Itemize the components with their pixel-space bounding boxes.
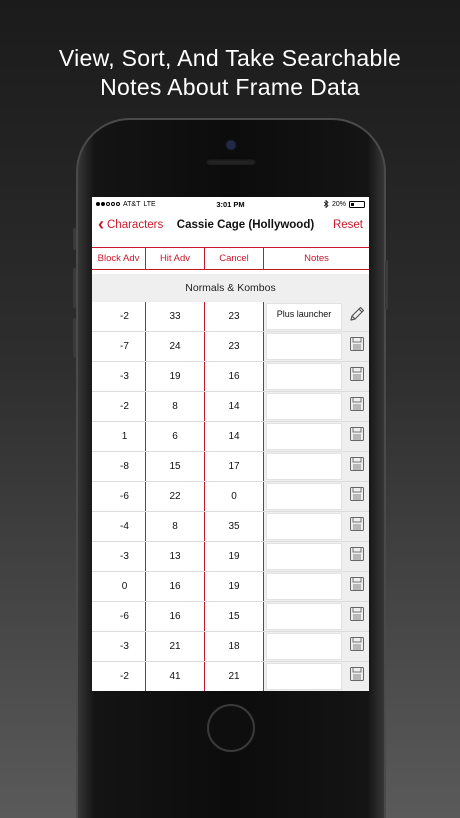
cancel-cell: 17 xyxy=(205,452,264,481)
cancel-cell: 16 xyxy=(205,362,264,391)
note-field[interactable] xyxy=(266,603,342,630)
block-adv-cell: -4 xyxy=(92,512,146,541)
hit-adv-cell: 16 xyxy=(146,602,205,631)
cancel-cell: 23 xyxy=(205,332,264,361)
hit-adv-cell: 19 xyxy=(146,362,205,391)
note-action-button[interactable] xyxy=(344,542,369,571)
cancel-cell: 15 xyxy=(205,602,264,631)
note-action-button[interactable] xyxy=(344,452,369,481)
note-action-button[interactable] xyxy=(344,662,369,691)
status-right xyxy=(275,200,365,208)
note-action-button[interactable] xyxy=(344,512,369,541)
block-adv-cell: 1 xyxy=(92,422,146,451)
hit-adv-cell: 21 xyxy=(146,632,205,661)
camera-icon xyxy=(227,141,235,149)
block-adv-cell: -3 xyxy=(92,632,146,661)
table-row xyxy=(92,482,369,512)
promo-headline xyxy=(0,44,460,102)
table-row xyxy=(92,332,369,362)
speaker-grille xyxy=(206,158,256,165)
tab-cancel[interactable]: Cancel xyxy=(205,248,264,269)
mute-switch xyxy=(73,228,76,250)
tab-notes[interactable]: Notes xyxy=(304,253,329,264)
hit-adv-cell: 41 xyxy=(146,662,205,691)
cancel-cell: 23 xyxy=(205,302,264,331)
network-label: LTE xyxy=(143,200,156,208)
hit-adv-cell: 8 xyxy=(146,512,205,541)
hit-adv-cell: 22 xyxy=(146,482,205,511)
block-adv-cell: -2 xyxy=(92,302,146,331)
cancel-cell: 14 xyxy=(205,392,264,421)
note-action-button[interactable] xyxy=(344,602,369,631)
cancel-cell: 19 xyxy=(205,542,264,571)
tab-block-adv[interactable]: Block Adv xyxy=(92,248,146,269)
section-header: Normals & Kombos xyxy=(92,274,369,302)
sort-tabs xyxy=(92,247,369,270)
block-adv-cell: -8 xyxy=(92,452,146,481)
power-button xyxy=(385,260,388,310)
cancel-cell: 35 xyxy=(205,512,264,541)
cancel-cell: 14 xyxy=(205,422,264,451)
status-time: 3:01 PM xyxy=(216,199,245,209)
save-icon xyxy=(349,516,365,537)
tab-hit-adv[interactable]: Hit Adv xyxy=(146,248,205,269)
cancel-cell: 19 xyxy=(205,572,264,601)
block-adv-cell: -6 xyxy=(92,482,146,511)
save-icon xyxy=(349,426,365,447)
signal-icon xyxy=(96,202,120,206)
home-button[interactable] xyxy=(207,704,255,752)
note-field[interactable] xyxy=(266,363,342,390)
save-icon xyxy=(349,576,365,597)
table-row xyxy=(92,662,369,691)
save-icon xyxy=(349,486,365,507)
save-icon xyxy=(349,336,365,357)
note-action-button[interactable] xyxy=(344,632,369,661)
volume-up-button xyxy=(73,268,76,308)
block-adv-cell: -2 xyxy=(92,662,146,691)
note-field[interactable]: Plus launcher xyxy=(266,303,342,330)
table-row xyxy=(92,542,369,572)
hit-adv-cell: 13 xyxy=(146,542,205,571)
hit-adv-cell: 16 xyxy=(146,572,205,601)
back-button[interactable] xyxy=(98,214,164,234)
cancel-cell: 18 xyxy=(205,632,264,661)
block-adv-cell: -3 xyxy=(92,362,146,391)
note-field[interactable] xyxy=(266,483,342,510)
battery-icon xyxy=(349,201,365,208)
table-row xyxy=(92,302,369,332)
chevron-left-icon: ‹ xyxy=(98,214,104,234)
status-bar xyxy=(92,197,369,211)
save-icon xyxy=(349,666,365,687)
note-action-button[interactable] xyxy=(344,332,369,361)
table-row xyxy=(92,602,369,632)
navigation-bar xyxy=(92,211,369,239)
hit-adv-cell: 8 xyxy=(146,392,205,421)
save-icon xyxy=(349,366,365,387)
bluetooth-icon xyxy=(323,200,329,208)
note-action-button[interactable] xyxy=(344,572,369,601)
note-field[interactable] xyxy=(266,573,342,600)
battery-fill xyxy=(351,203,354,206)
note-field[interactable] xyxy=(266,543,342,570)
hit-adv-cell: 6 xyxy=(146,422,205,451)
note-field[interactable] xyxy=(266,393,342,420)
hit-adv-cell: 15 xyxy=(146,452,205,481)
note-field[interactable] xyxy=(266,453,342,480)
reset-button[interactable]: Reset xyxy=(332,219,363,231)
save-icon xyxy=(349,396,365,417)
page-title: Cassie Cage (Hollywood) xyxy=(176,219,315,231)
note-field[interactable] xyxy=(266,633,342,660)
block-adv-cell: 0 xyxy=(92,572,146,601)
save-icon xyxy=(349,456,365,477)
battery-percent: 20% xyxy=(331,200,346,208)
table-row xyxy=(92,572,369,602)
note-action-button[interactable] xyxy=(344,392,369,421)
cancel-cell: 0 xyxy=(205,482,264,511)
table-row xyxy=(92,362,369,392)
table-row xyxy=(92,422,369,452)
save-icon xyxy=(349,546,365,567)
cancel-cell: 21 xyxy=(205,662,264,691)
save-icon xyxy=(349,636,365,657)
table-row xyxy=(92,632,369,662)
table-row xyxy=(92,392,369,422)
note-field[interactable] xyxy=(266,333,342,360)
note-action-button[interactable] xyxy=(344,482,369,511)
note-field[interactable] xyxy=(266,663,342,690)
promo-line-1: View, Sort, And Take Searchable xyxy=(58,45,402,71)
block-adv-cell: -2 xyxy=(92,392,146,421)
table-row xyxy=(92,512,369,542)
hit-adv-cell: 33 xyxy=(146,302,205,331)
volume-down-button xyxy=(73,318,76,358)
carrier-label: AT&T xyxy=(123,200,141,208)
back-label: Characters xyxy=(107,219,164,231)
save-icon xyxy=(349,606,365,627)
note-field[interactable] xyxy=(266,513,342,540)
note-action-button[interactable] xyxy=(344,362,369,391)
hit-adv-cell: 24 xyxy=(146,332,205,361)
app-screen xyxy=(92,197,369,691)
status-left xyxy=(96,201,186,208)
note-action-button[interactable] xyxy=(344,302,369,331)
promo-line-2: Notes About Frame Data xyxy=(100,74,360,100)
table-row xyxy=(92,452,369,482)
block-adv-cell: -3 xyxy=(92,542,146,571)
pencil-icon xyxy=(348,305,366,328)
block-adv-cell: -6 xyxy=(92,602,146,631)
note-action-button[interactable] xyxy=(344,422,369,451)
note-field[interactable] xyxy=(266,423,342,450)
block-adv-cell: -7 xyxy=(92,332,146,361)
frame-data-table xyxy=(92,302,369,691)
